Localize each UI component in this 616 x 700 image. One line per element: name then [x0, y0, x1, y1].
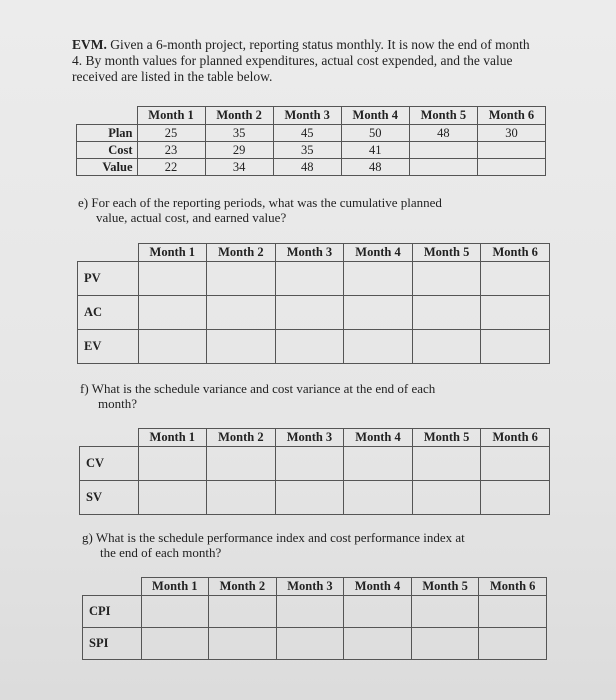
answer-cell[interactable]	[276, 628, 344, 660]
question-e	[78, 195, 538, 225]
corner-cell	[78, 244, 139, 262]
answer-table-f	[79, 428, 550, 515]
cell: 35	[273, 142, 341, 159]
answer-cell[interactable]	[344, 262, 413, 296]
table-row	[83, 628, 547, 660]
question-g-line2: the end of each month?	[100, 545, 222, 560]
month-header: Month 3	[276, 578, 344, 596]
header-row	[83, 578, 547, 596]
month-header: Month 6	[481, 244, 550, 262]
month-header: Month 5	[412, 244, 481, 262]
cell	[409, 142, 477, 159]
row-label-pv: PV	[78, 262, 139, 296]
cell: 29	[205, 142, 273, 159]
question-f-line2: month?	[98, 396, 137, 411]
cell: 48	[341, 159, 409, 176]
table-row	[78, 296, 550, 330]
intro-text: Given a 6-month project, reporting status monthly. It is now the end of month 4. By month values for planned expenditures, actual cost expended, and the value received are listed in the table below.	[72, 37, 530, 84]
answer-cell[interactable]	[207, 481, 276, 515]
intro-label: EVM.	[72, 37, 107, 52]
header-row	[78, 244, 550, 262]
month-header: Month 4	[344, 244, 413, 262]
answer-cell[interactable]	[481, 296, 550, 330]
row-label-cv: CV	[80, 447, 139, 481]
answer-cell[interactable]	[479, 628, 547, 660]
question-e-line1: e) For each of the reporting periods, what was the cumulative planned	[78, 195, 442, 210]
cell: 34	[205, 159, 273, 176]
table-row	[77, 159, 546, 176]
answer-cell[interactable]	[207, 262, 276, 296]
answer-cell[interactable]	[138, 481, 207, 515]
row-label: Cost	[77, 142, 138, 159]
month-header: Month 2	[209, 578, 277, 596]
answer-cell[interactable]	[481, 447, 550, 481]
answer-cell[interactable]	[209, 596, 277, 628]
answer-cell[interactable]	[138, 330, 207, 364]
month-header: Month 3	[275, 429, 344, 447]
given-data-table	[76, 106, 546, 176]
table-row	[78, 262, 550, 296]
answer-cell[interactable]	[344, 447, 413, 481]
row-label: Plan	[77, 125, 138, 142]
answer-cell[interactable]	[207, 296, 276, 330]
answer-cell[interactable]	[344, 330, 413, 364]
answer-cell[interactable]	[344, 481, 413, 515]
cell: 25	[137, 125, 205, 142]
cell: 48	[273, 159, 341, 176]
cell: 50	[341, 125, 409, 142]
corner-cell	[77, 107, 138, 125]
corner-cell	[83, 578, 142, 596]
row-label-sv: SV	[80, 481, 139, 515]
cell	[477, 142, 545, 159]
month-header: Month 4	[344, 429, 413, 447]
corner-cell	[80, 429, 139, 447]
month-header: Month 5	[411, 578, 479, 596]
table-row	[80, 447, 550, 481]
answer-cell[interactable]	[275, 330, 344, 364]
answer-cell[interactable]	[411, 628, 479, 660]
month-header: Month 4	[344, 578, 412, 596]
row-label-ac: AC	[78, 296, 139, 330]
answer-cell[interactable]	[207, 330, 276, 364]
answer-cell[interactable]	[275, 262, 344, 296]
month-header: Month 3	[275, 244, 344, 262]
month-header: Month 1	[141, 578, 209, 596]
row-label: Value	[77, 159, 138, 176]
row-label-spi: SPI	[83, 628, 142, 660]
answer-cell[interactable]	[141, 628, 209, 660]
table-row	[78, 330, 550, 364]
answer-cell[interactable]	[481, 330, 550, 364]
month-header: Month 6	[481, 429, 550, 447]
answer-cell[interactable]	[138, 447, 207, 481]
answer-cell[interactable]	[481, 481, 550, 515]
intro-paragraph	[72, 37, 542, 85]
table-row	[77, 142, 546, 159]
month-header: Month 3	[273, 107, 341, 125]
question-e-line2: value, actual cost, and earned value?	[96, 210, 287, 225]
answer-cell[interactable]	[344, 628, 412, 660]
cell	[409, 159, 477, 176]
table-row	[80, 481, 550, 515]
answer-cell[interactable]	[479, 596, 547, 628]
table-row	[83, 596, 547, 628]
answer-cell[interactable]	[344, 596, 412, 628]
cell: 22	[137, 159, 205, 176]
month-header: Month 1	[138, 244, 207, 262]
header-row	[80, 429, 550, 447]
answer-cell[interactable]	[275, 481, 344, 515]
answer-cell[interactable]	[412, 262, 481, 296]
month-header: Month 6	[477, 107, 545, 125]
month-header: Month 5	[409, 107, 477, 125]
month-header: Month 1	[138, 429, 207, 447]
month-header: Month 2	[207, 244, 276, 262]
cell	[477, 159, 545, 176]
cell: 48	[409, 125, 477, 142]
answer-cell[interactable]	[412, 447, 481, 481]
month-header: Month 6	[479, 578, 547, 596]
answer-cell[interactable]	[209, 628, 277, 660]
answer-cell[interactable]	[412, 296, 481, 330]
answer-cell[interactable]	[481, 262, 550, 296]
month-header: Month 1	[137, 107, 205, 125]
month-header: Month 2	[207, 429, 276, 447]
answer-cell[interactable]	[138, 296, 207, 330]
question-g-line1: g) What is the schedule performance index and cost performance index at	[82, 530, 465, 545]
answer-cell[interactable]	[276, 596, 344, 628]
answer-cell[interactable]	[275, 296, 344, 330]
answer-table-e	[77, 243, 550, 364]
answer-cell[interactable]	[412, 330, 481, 364]
month-header: Month 5	[412, 429, 481, 447]
table-row	[77, 125, 546, 142]
answer-cell[interactable]	[138, 262, 207, 296]
cell: 41	[341, 142, 409, 159]
answer-cell[interactable]	[275, 447, 344, 481]
cell: 30	[477, 125, 545, 142]
row-label-ev: EV	[78, 330, 139, 364]
cell: 23	[137, 142, 205, 159]
question-f-line1: f) What is the schedule variance and cost variance at the end of each	[80, 381, 436, 396]
answer-cell[interactable]	[412, 481, 481, 515]
row-label-cpi: CPI	[83, 596, 142, 628]
month-header: Month 2	[205, 107, 273, 125]
cell: 35	[205, 125, 273, 142]
header-row	[77, 107, 546, 125]
question-g	[82, 530, 542, 560]
answer-cell[interactable]	[344, 296, 413, 330]
answer-cell[interactable]	[141, 596, 209, 628]
question-f	[80, 381, 540, 411]
answer-table-g	[82, 577, 547, 660]
cell: 45	[273, 125, 341, 142]
answer-cell[interactable]	[411, 596, 479, 628]
month-header: Month 4	[341, 107, 409, 125]
answer-cell[interactable]	[207, 447, 276, 481]
